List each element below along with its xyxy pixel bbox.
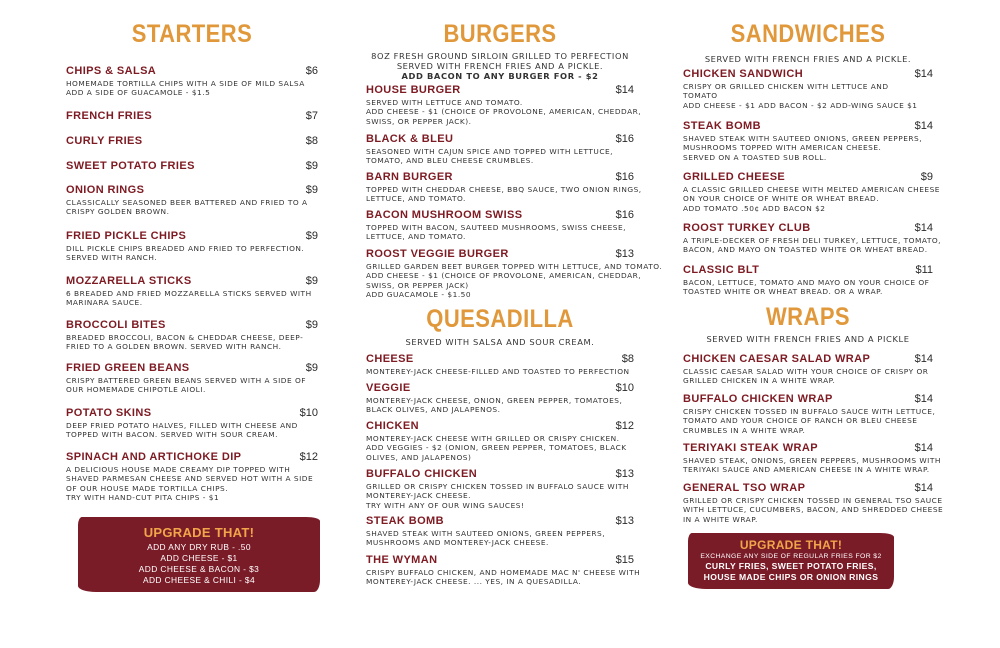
menu-item: [366, 133, 634, 166]
description-line: GRILLED OR CRISPY CHICKEN TOSSED IN BUFFALO SAUCE WITH: [366, 482, 629, 491]
item-name: CURLY FRIES: [66, 135, 143, 147]
menu-item: [366, 248, 663, 300]
burgers-subtitle-line: 8OZ FRESH GROUND SIRLOIN GRILLED TO PERFECTION: [371, 51, 629, 61]
upgrade-options: [688, 561, 894, 583]
description-line: GRILLED OR CRISPY CHICKEN TOSSED IN GENERAL TSO SAUCE: [683, 496, 943, 505]
description-line: CRISPY BUFFALO CHICKEN, AND HOMEMADE MAC N' CHEESE WITH: [366, 568, 641, 577]
description-line: CRISPY OR GRILLED CHICKEN WITH LETTUCE AND: [683, 82, 889, 91]
item-description: [66, 79, 318, 98]
item-name: CHEESE: [366, 353, 414, 365]
menu-item: [683, 222, 942, 255]
upgrade-note: EXCHANGE ANY SIDE OF REGULAR FRIES FOR $2: [700, 553, 882, 560]
description-line: SWISS, OR PEPPER JACK).: [366, 116, 472, 126]
item-price: $9: [305, 275, 318, 287]
description-line: SHAVED PARMESAN CHEESE AND SERVED HOT WITH A SIDE: [66, 474, 314, 484]
item-description: [683, 496, 944, 524]
description-line: ON YOUR CHOICE OF WHITE OR WHEAT BREAD.: [683, 194, 880, 204]
item-price: $13: [615, 248, 634, 260]
item-price: $12: [615, 420, 634, 432]
menu-item: [66, 407, 318, 440]
description-line: OF OUR HOUSE MADE TORTILLA CHIPS.: [66, 483, 229, 493]
description-line: TOPPED WITH BACON, SAUTEED MUSHROOMS, SWISS CHEESE,: [366, 223, 627, 232]
item-description: [366, 98, 642, 126]
wraps-heading: WRAPS: [765, 303, 851, 331]
quesadilla-subtitle: SERVED WITH SALSA AND SOUR CREAM.: [405, 337, 595, 347]
menu-item: [683, 353, 933, 386]
description-line: GRILLED GARDEN BEET BURGER TOPPED WITH LETTUCE, AND TOMATO.: [366, 262, 663, 271]
item-name: ROOST VEGGIE BURGER: [366, 248, 509, 260]
menu-item: [366, 468, 634, 510]
item-name: FRIED PICKLE CHIPS: [66, 230, 187, 242]
item-name: TERIYAKI STEAK WRAP: [683, 442, 818, 454]
item-name: CHICKEN: [366, 420, 419, 432]
description-line: HOMEMADE TORTILLA CHIPS WITH A SIDE OF MILD SALSA: [66, 79, 305, 88]
menu-item: [683, 171, 940, 213]
burgers-bacon-note: ADD BACON TO ANY BURGER FOR - $2: [401, 71, 599, 81]
description-line: BACON, LETTUCE, TOMATO AND MAYO ON YOUR CHOICE OF: [683, 278, 930, 287]
description-line: MONTEREY-JACK CHEESE, ONION, GREEN PEPPER, TOMATOES,: [366, 396, 623, 405]
description-line: OLIVES, AND JALAPENOS): [366, 452, 472, 462]
description-line: SEASONED WITH CAJUN SPICE AND TOPPED WITH LETTUCE,: [366, 147, 614, 156]
item-name: POTATO SKINS: [66, 407, 152, 419]
item-price: $14: [914, 353, 933, 365]
item-description: [366, 529, 634, 548]
item-name: HOUSE BURGER: [366, 84, 461, 96]
item-name: BUFFALO CHICKEN WRAP: [683, 393, 833, 405]
item-description: [66, 421, 318, 440]
item-description: [366, 367, 634, 376]
burgers-subtitle: [366, 51, 634, 81]
item-name: BACON MUSHROOM SWISS: [366, 209, 523, 221]
item-name: CLASSIC BLT: [683, 264, 760, 276]
item-name: BLACK & BLEU: [366, 133, 454, 145]
upgrade-option: ADD CHEESE - $1: [160, 553, 238, 563]
upgrade-option: ADD CHEESE & CHILI - $4: [142, 575, 256, 585]
item-description: [683, 367, 933, 386]
item-name: VEGGIE: [366, 382, 411, 394]
item-price: $9: [305, 319, 318, 331]
item-price: $13: [615, 515, 634, 527]
description-line: 6 BREADED AND FRIED MOZZARELLA STICKS SERVED WITH: [66, 289, 312, 298]
item-description: [366, 396, 634, 415]
description-line: BLACK OLIVES, AND JALAPENOS.: [366, 405, 501, 415]
burgers-heading: BURGERS: [443, 20, 557, 48]
description-line: MONTEREY-JACK CHEESE-FILLED AND TOASTED TO PERFECTION: [366, 367, 630, 376]
description-line: SERVED WITH LETTUCE AND TOMATO.: [366, 98, 523, 107]
item-name: GRILLED CHEESE: [683, 171, 786, 183]
item-description: [683, 456, 941, 475]
item-name: THE WYMAN: [366, 554, 438, 566]
description-line: ADD TOMATO .50¢ ADD BACON $2: [683, 203, 826, 213]
menu-item: [66, 65, 318, 98]
description-line: TOMATO: [683, 91, 718, 101]
description-line: MUSHROOMS TOPPED WITH AMERICAN CHEESE.: [683, 143, 882, 153]
description-line: MONTEREY-JACK CHEESE.: [366, 491, 472, 501]
item-price: $14: [914, 222, 933, 234]
description-line: OUR HOMEMADE CHIPOTLE AIOLI.: [66, 385, 206, 395]
item-name: BARN BURGER: [366, 171, 453, 183]
item-price: $14: [615, 84, 634, 96]
description-line: MARINARA SAUCE.: [66, 298, 143, 308]
upgrade-option: CURLY FRIES, SWEET POTATO FRIES,: [705, 561, 877, 571]
upgrade-option: HOUSE MADE CHIPS OR ONION RINGS: [703, 572, 879, 582]
description-line: A TRIPLE-DECKER OF FRESH DELI TURKEY, LETTUCE, TOMATO,: [683, 236, 942, 245]
item-description: [366, 262, 663, 300]
description-line: LETTUCE, AND TOMATO.: [366, 194, 466, 204]
menu-item: [683, 264, 933, 297]
item-name: CHICKEN SANDWICH: [683, 68, 804, 80]
item-description: [683, 278, 933, 297]
item-name: ROOST TURKEY CLUB: [683, 222, 811, 234]
item-price: $14: [914, 120, 933, 132]
upgrade-option: ADD ANY DRY RUB - .50: [147, 542, 251, 552]
item-price: $9: [305, 362, 318, 374]
upgrade-option: ADD CHEESE & BACON - $3: [138, 564, 260, 574]
item-name: BROCCOLI BITES: [66, 319, 166, 331]
item-price: $15: [615, 554, 634, 566]
item-name: SWEET POTATO FRIES: [66, 160, 195, 172]
item-price: $6: [305, 65, 318, 77]
upgrade-title: UPGRADE THAT!: [739, 538, 843, 552]
item-name: CHIPS & SALSA: [66, 65, 157, 77]
item-price: $14: [914, 68, 933, 80]
item-price: $10: [299, 407, 318, 419]
menu-item: [66, 451, 318, 503]
menu-item: [683, 68, 933, 110]
item-name: STEAK BOMB: [366, 515, 444, 527]
description-line: CLASSIC CAESAR SALAD WITH YOUR CHOICE OF CRISPY OR: [683, 367, 929, 376]
menu-item: [66, 160, 318, 172]
item-name: STEAK BOMB: [683, 120, 761, 132]
item-description: [366, 185, 642, 204]
item-price: $16: [615, 171, 634, 183]
menu-item: [683, 393, 936, 435]
upgrade-options: [78, 542, 320, 586]
quesadilla-heading: QUESADILLA: [426, 305, 574, 333]
item-description: [66, 376, 318, 395]
description-line: TOPPED WITH BACON. SERVED WITH SOUR CREAM.: [66, 430, 278, 440]
item-description: [366, 568, 641, 587]
item-price: $14: [914, 393, 933, 405]
description-line: A CLASSIC GRILLED CHEESE WITH MELTED AMERICAN CHEESE: [683, 185, 940, 194]
menu-item: [366, 353, 634, 376]
item-description: [66, 244, 318, 263]
menu-item: [66, 362, 318, 395]
description-line: ADD CHEESE - $1 ADD BACON - $2 ADD-WING SAUCE $1: [683, 100, 918, 110]
description-line: ADD A SIDE OF GUACAMOLE - $1.5: [66, 88, 211, 98]
item-price: $8: [305, 135, 318, 147]
description-line: BREADED BROCCOLI, BACON & CHEDDAR CHEESE, DEEP-: [66, 333, 304, 342]
item-price: $7: [305, 110, 318, 122]
description-line: DILL PICKLE CHIPS BREADED AND FRIED TO PERFECTION.: [66, 244, 305, 253]
upgrade-title: UPGRADE THAT!: [143, 525, 255, 540]
description-line: TOPPED WITH CHEDDAR CHEESE, BBQ SAUCE, TWO ONION RINGS,: [366, 185, 642, 194]
description-line: SERVED ON A TOASTED SUB ROLL.: [683, 152, 827, 162]
description-line: CLASSICALLY SEASONED BEER BATTERED AND FRIED TO A: [66, 198, 308, 207]
description-line: FRIED TO A GOLDEN BROWN. SERVED WITH RANCH.: [66, 342, 282, 352]
menu-item: [66, 230, 318, 263]
item-name: SPINACH AND ARTICHOKE DIP: [66, 451, 242, 463]
item-description: [683, 134, 933, 162]
item-description: [66, 289, 318, 308]
item-name: FRENCH FRIES: [66, 110, 153, 122]
description-line: TOMATO AND YOUR CHOICE OF RANCH OR BLEU CHEESE: [683, 416, 918, 426]
menu-item: [66, 275, 318, 308]
description-line: MONTEREY-JACK CHEESE WITH GRILLED OR CRISPY CHICKEN.: [366, 434, 620, 443]
description-line: CRISPY GOLDEN BROWN.: [66, 207, 170, 217]
description-line: CRISPY BATTERED GREEN BEANS SERVED WITH A SIDE OF: [66, 376, 307, 385]
starters-heading: STARTERS: [131, 20, 253, 48]
wraps-subtitle: SERVED WITH FRENCH FRIES AND A PICKLE: [706, 334, 910, 344]
description-line: SHAVED STEAK WITH SAUTEED ONIONS, GREEN PEPPERS,: [683, 134, 923, 143]
menu-item: [366, 554, 641, 587]
menu-item: [366, 515, 634, 548]
description-line: TRY WITH ANY OF OUR WING SAUCES!: [366, 500, 525, 510]
item-name: MOZZARELLA STICKS: [66, 275, 192, 287]
item-price: $9: [305, 230, 318, 242]
item-description: [366, 147, 634, 166]
description-line: IN A WHITE WRAP.: [683, 514, 758, 524]
item-name: FRIED GREEN BEANS: [66, 362, 190, 374]
menu-item: [366, 209, 634, 242]
description-line: TRY WITH HAND-CUT PITA CHIPS - $1: [66, 493, 220, 503]
description-line: DEEP FRIED POTATO HALVES, FILLED WITH CHEESE AND: [66, 421, 298, 430]
item-price: $13: [615, 468, 634, 480]
menu-item: [366, 382, 634, 415]
description-line: LETTUCE, AND TOMATO.: [366, 232, 466, 242]
item-name: CHICKEN CAESAR SALAD WRAP: [683, 353, 871, 365]
item-price: $9: [305, 160, 318, 172]
description-line: A DELICIOUS HOUSE MADE CREAMY DIP TOPPED WITH: [66, 465, 291, 474]
menu-item: [683, 120, 933, 162]
item-name: BUFFALO CHICKEN: [366, 468, 478, 480]
item-description: [683, 82, 933, 110]
item-price: $9: [305, 184, 318, 196]
description-line: MUSHROOMS AND MONTEREY-JACK CHEESE.: [366, 538, 549, 548]
item-description: [66, 198, 318, 217]
description-line: SHAVED STEAK WITH SAUTEED ONIONS, GREEN PEPPERS,: [366, 529, 606, 538]
item-price: $9: [920, 171, 933, 183]
menu-item: [66, 319, 318, 352]
item-description: [683, 236, 942, 255]
item-description: [66, 465, 318, 503]
item-price: $16: [615, 133, 634, 145]
menu-item: [66, 184, 318, 217]
menu-item: [366, 84, 642, 126]
item-price: $12: [299, 451, 318, 463]
item-description: [683, 407, 936, 435]
burgers-subtitle-line: SERVED WITH FRENCH FRIES AND A PICKLE.: [396, 61, 604, 71]
description-line: TOASTED WHITE OR WHEAT BREAD. OR A WRAP.: [683, 287, 883, 297]
description-line: ADD GUACAMOLE - $1.50: [366, 290, 472, 300]
menu-item: [683, 442, 941, 475]
item-price: $8: [621, 353, 634, 365]
description-line: TOMATO, AND BLEU CHEESE CRUMBLES.: [366, 156, 534, 166]
description-line: ADD CHEESE - $1 (CHOICE OF PROVOLONE, AMERICAN, CHEDDAR,: [366, 107, 642, 117]
description-line: MONTEREY-JACK CHEESE. ... YES, IN A QUESADILLA.: [366, 577, 582, 587]
item-description: [366, 434, 634, 462]
item-price: $14: [914, 482, 933, 494]
item-description: [366, 482, 634, 510]
description-line: SHAVED STEAK, ONIONS, GREEN PEPPERS, MUSHROOMS WITH: [683, 456, 941, 465]
item-description: [66, 333, 318, 352]
description-line: ADD CHEESE - $1 (CHOICE OF PROVOLONE, AMERICAN, CHEDDAR,: [366, 271, 642, 281]
menu-item: [683, 482, 944, 524]
sandwiches-heading: SANDWICHES: [730, 20, 886, 48]
description-line: SWISS, OR PEPPER JACK): [366, 280, 469, 290]
menu-item: [366, 171, 642, 204]
description-line: BACON, AND MAYO ON TOASTED WHITE OR WHEAT BREAD.: [683, 245, 928, 255]
description-line: WITH LETTUCE, CUCUMBERS, BACON, AND SHREDDED CHEESE: [683, 505, 944, 515]
item-description: [683, 185, 940, 213]
item-price: $14: [914, 442, 933, 454]
item-description: [366, 223, 634, 242]
item-price: $11: [915, 264, 933, 276]
menu-item: [66, 135, 318, 147]
item-price: $16: [615, 209, 634, 221]
starters-upgrade-box: [78, 517, 320, 592]
wraps-upgrade-box: [688, 533, 894, 589]
menu-item: [66, 110, 318, 122]
description-line: GRILLED CHICKEN IN A WHITE WRAP.: [683, 376, 836, 386]
item-name: ONION RINGS: [66, 184, 145, 196]
menu-item: [366, 420, 634, 462]
item-name: GENERAL TSO WRAP: [683, 482, 806, 494]
description-line: CRUMBLES IN A WHITE WRAP.: [683, 425, 806, 435]
sandwiches-subtitle: SERVED WITH FRENCH FRIES AND A PICKLE.: [704, 54, 912, 64]
description-line: TERIYAKI SAUCE AND AMERICAN CHEESE IN A WHITE WRAP.: [683, 465, 930, 475]
description-line: SERVED WITH RANCH.: [66, 253, 158, 263]
item-price: $10: [615, 382, 634, 394]
description-line: ADD VEGGIES - $2 (ONION, GREEN PEPPER, TOMATOES, BLACK: [366, 443, 627, 453]
description-line: CRISPY CHICKEN TOSSED IN BUFFALO SAUCE WITH LETTUCE,: [683, 407, 936, 416]
